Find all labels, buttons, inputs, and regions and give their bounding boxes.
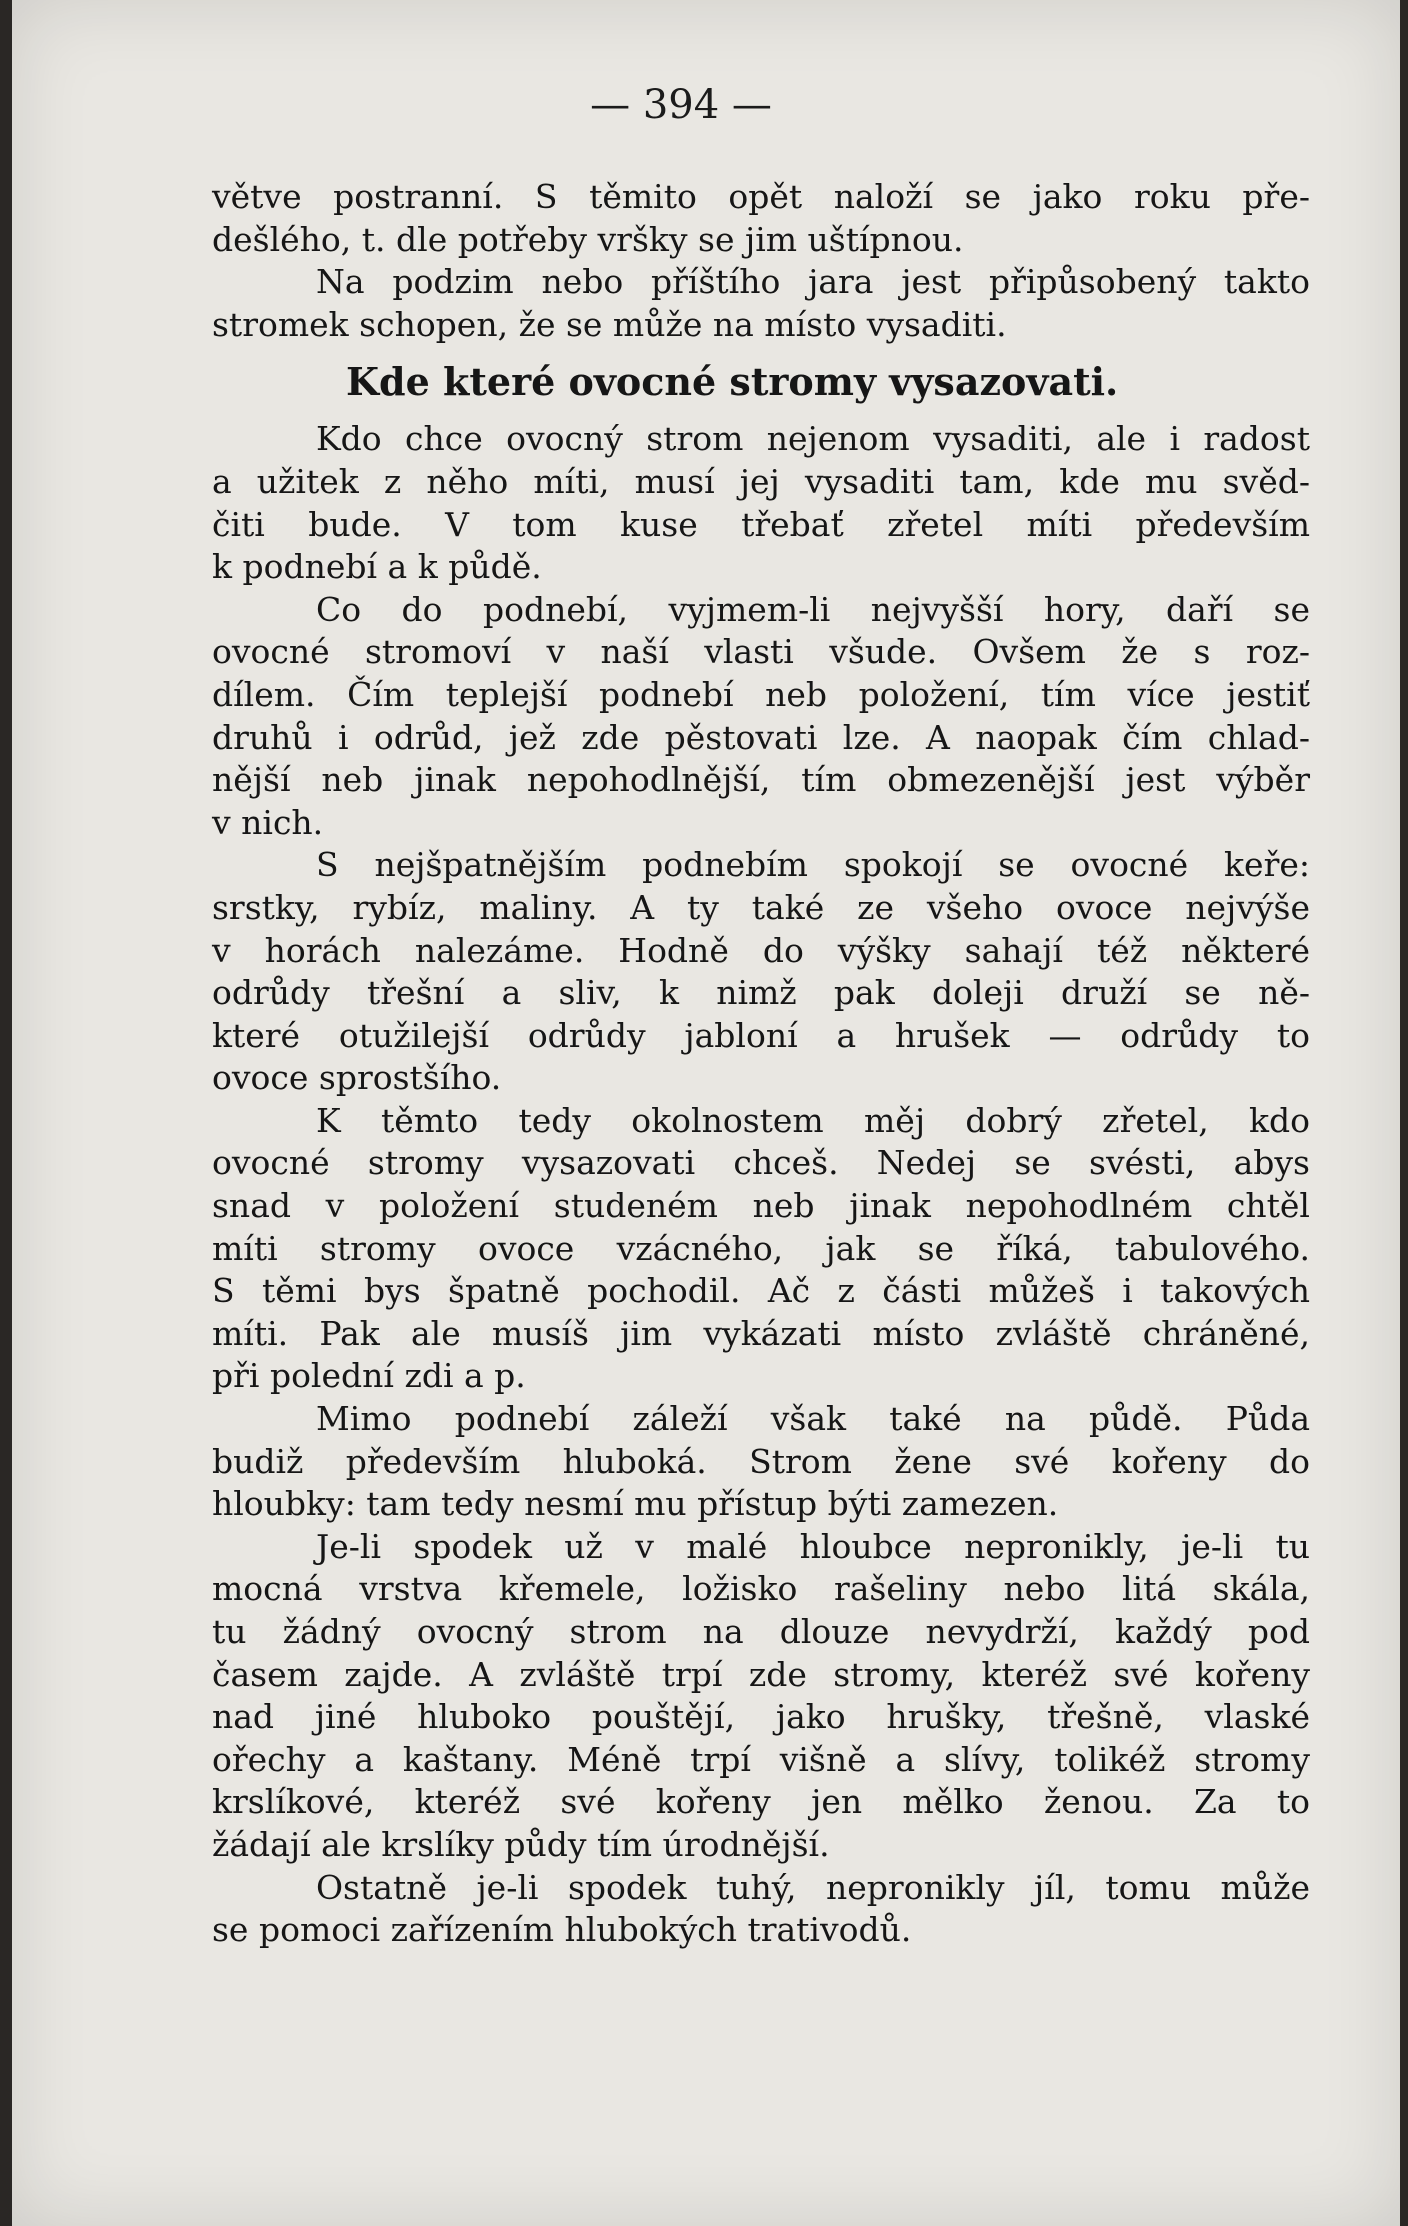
text-line: nější neb jinak nepohodlnější, tím obmezenější jest výběr xyxy=(212,760,1310,800)
text-line: hloubky: tam tedy nesmí mu přístup býti zamezen. xyxy=(212,1484,1059,1524)
text-line: se pomoci zařízením hlubokých trativodů. xyxy=(212,1910,912,1950)
text-line: mocná vrstva křemele, ložisko rašeliny nebo litá skála, xyxy=(212,1569,1310,1609)
text-line: ořechy a kaštany. Méně trpí višně a slívy, tolikéž stromy xyxy=(212,1739,1310,1779)
text-line: dešlého, t. dle potřeby vršky se jim uštípnou. xyxy=(212,219,964,259)
text-line: srstky, rybíz, maliny. A ty také ze všeho ovoce nejvýše xyxy=(212,887,1310,927)
text-line: které otužilejší odrůdy jabloní a hrušek — odrůdy to xyxy=(212,1015,1310,1055)
text-line: ovoce sprostšího. xyxy=(212,1058,502,1098)
page-number: — 394 — xyxy=(590,82,772,128)
text-line: v nich. xyxy=(212,802,324,842)
text-line: míti stromy ovoce vzácného, jak se říká, tabulového. xyxy=(212,1228,1310,1268)
text-line: S nejšpatnějším podnebím spokojí se ovocné keře: xyxy=(316,845,1310,885)
text-line: Ostatně je-li spodek tuhý, nepronikly jíl, tomu může xyxy=(316,1867,1310,1907)
text-line: větve postranní. S těmito opět naloží se jako roku pře- xyxy=(212,177,1310,216)
text-line: Mimo podnebí záleží však také na půdě. Půda xyxy=(316,1399,1310,1439)
text-line: tu žádný ovocný strom na dlouze nevydrží, každý pod xyxy=(212,1612,1310,1651)
text-line: Co do podnebí, vyjmem-li nejvyšší hory, daří se xyxy=(316,589,1310,629)
text-line: K těmto tedy okolnostem měj dobrý zřetel, kdo xyxy=(316,1100,1310,1140)
text-line: dílem. Čím teplejší podnebí neb položení, tím více jestiť xyxy=(212,674,1310,714)
text-line: v horách nalezáme. Hodně do výšky sahají též některé xyxy=(212,930,1310,970)
text-line: Na podzim nebo příštího jara jest připůsobený takto xyxy=(316,262,1310,302)
text-line: krslíkové, kteréž své kořeny jen mělko ženou. Za to xyxy=(212,1782,1310,1822)
text-line: stromek schopen, že se může na místo vysaditi. xyxy=(212,304,1007,344)
text-line: při polední zdi a p. xyxy=(212,1356,526,1396)
text-line: druhů i odrůd, jež zde pěstovati lze. A naopak čím chlad- xyxy=(212,717,1310,757)
text-line: časem zajde. A zvláště trpí zde stromy, kteréž své kořeny xyxy=(212,1654,1310,1694)
text-line: ovocné stromy vysazovati chceš. Nedej se svésti, abys xyxy=(212,1143,1310,1183)
text-line: ovocné stromoví v naší vlasti všude. Ovšem že s roz- xyxy=(212,632,1310,672)
text-line: a užitek z něho míti, musí jej vysaditi tam, kde mu svěd- xyxy=(212,461,1310,501)
text-line: S těmi bys špatně pochodil. Ač z části můžeš i takových xyxy=(212,1271,1310,1311)
text-line: snad v položení studeném neb jinak nepohodlném chtěl xyxy=(212,1186,1310,1226)
text-line: k podnebí a k půdě. xyxy=(212,547,542,587)
text-line: Kdo chce ovocný strom nejenom vysaditi, ale i radost xyxy=(316,419,1310,459)
text-line: čiti bude. V tom kuse třebať zřetel míti především xyxy=(212,504,1310,544)
text-line: žádají ale krslíky půdy tím úrodnější. xyxy=(212,1824,830,1864)
text-line: Je-li spodek už v malé hloubce nepronikly, je-li tu xyxy=(316,1526,1310,1566)
text-line: nad jiné hluboko pouštějí, jako hrušky, třešně, vlaské xyxy=(212,1697,1310,1737)
body-text xyxy=(212,176,1310,1952)
text-line: budiž především hluboká. Strom žene své kořeny do xyxy=(212,1441,1310,1481)
text-line: míti. Pak ale musíš jim vykázati místo zvláště chráněné, xyxy=(212,1313,1310,1353)
text-line: odrůdy třešní a sliv, k nimž pak doleji druží se ně- xyxy=(212,973,1310,1013)
book-page xyxy=(12,0,1400,2226)
section-heading: Kde které ovocné stromy vysazovati. xyxy=(346,359,1119,405)
